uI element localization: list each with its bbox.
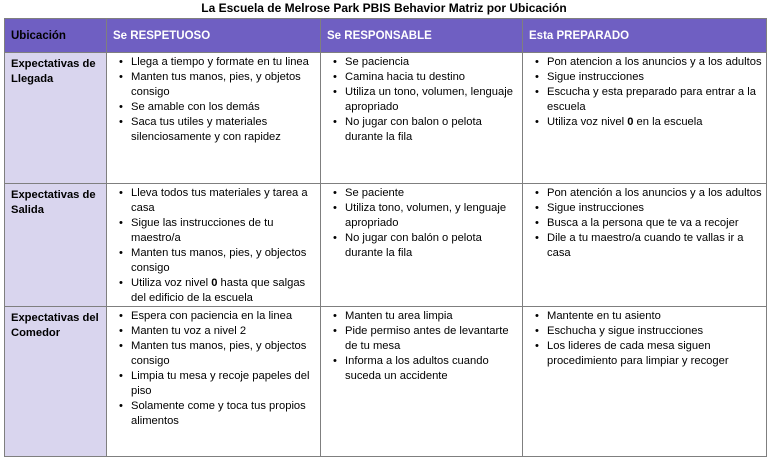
table-row [5,184,767,307]
list-item: • Sigue las instrucciones de tu maestro/a [119,216,316,246]
list-item: • Se paciente [333,186,518,201]
list-item: • Mantente en tu asiento [535,309,762,324]
bullet-list [323,186,518,261]
page-title: La Escuela de Melrose Park PBIS Behavior Matriz por Ubicación [201,1,567,15]
bullet-list [109,55,316,145]
bullet-list [525,309,762,369]
list-item: • Pide permiso antes de levantarte de tu mesa [333,324,518,354]
bullet-list [109,186,316,306]
list-item: • Lleva todos tus materiales y tarea a casa [119,186,316,216]
row-label-llegada: Expectativas de Llegada [5,53,107,184]
header-row [5,19,767,53]
list-item: • Manten tu voz a nivel 2 [119,324,316,339]
list-item: • Informa a los adultos cuando suceda un accidente [333,354,518,384]
cell-salida-responsable [321,184,523,307]
list-item: • Dile a tu maestro/a cuando te vallas ir a casa [535,231,762,261]
list-item: • Eschucha y sigue instrucciones [535,324,762,339]
behavior-matrix-table [4,18,767,457]
row-label-comedor: Expectativas del Comedor [5,307,107,457]
list-item: • Manten tus manos, pies, y objetos consigo [119,70,316,100]
list-item: • Se amable con los demás [119,100,316,115]
cell-llegada-preparado [523,53,767,184]
cell-comedor-preparado [523,307,767,457]
list-item: • Limpia tu mesa y recoje papeles del piso [119,369,316,399]
header-respetuoso: Se RESPETUOSO [107,19,321,53]
table-row [5,53,767,184]
list-item: • Utiliza voz nivel 0 en la escuela [535,115,762,130]
list-item: • Utiliza tono, volumen, y lenguaje apropriado [333,201,518,231]
list-item: • Llega a tiempo y formate en tu linea [119,55,316,70]
bullet-list [323,309,518,384]
list-item: • No jugar con balón o pelota durante la fila [333,231,518,261]
row-label-salida: Expectativas de Salida [5,184,107,307]
list-item: • Sigue instrucciones [535,201,762,216]
cell-llegada-responsable [321,53,523,184]
cell-llegada-respetuoso [107,53,321,184]
list-item: • Manten tus manos, pies, y objectos consigo [119,246,316,276]
list-item: • Se paciencia [333,55,518,70]
list-item: • Busca a la persona que te va a recojer [535,216,762,231]
bullet-list [109,309,316,429]
list-item: • Escucha y esta preparado para entrar a la escuela [535,85,762,115]
list-item: • Utiliza voz nivel 0 hasta que salgas del edificio de la escuela [119,276,316,306]
cell-comedor-respetuoso [107,307,321,457]
list-item: • No jugar con balon o pelota durante la fila [333,115,518,145]
list-item: • Espera con paciencia en la linea [119,309,316,324]
header-ubicacion: Ubicación [5,19,107,53]
list-item: • Solamente come y toca tus propios alimentos [119,399,316,429]
list-item: • Manten tus manos, pies, y objectos consigo [119,339,316,369]
bullet-list [525,55,762,130]
list-item: • Utiliza un tono, volumen, lenguaje apropriado [333,85,518,115]
list-item: • Sigue instrucciones [535,70,762,85]
list-item: • Los lideres de cada mesa siguen procedimiento para limpiar y recoger [535,339,762,369]
cell-salida-preparado [523,184,767,307]
header-preparado: Esta PREPARADO [523,19,767,53]
cell-salida-respetuoso [107,184,321,307]
bullet-list [525,186,762,261]
list-item: • Pon atención a los anuncios y a los adultos [535,186,762,201]
header-responsable: Se RESPONSABLE [321,19,523,53]
list-item: • Pon atencion a los anuncios y a los adultos [535,55,762,70]
list-item: • Manten tu area limpia [333,309,518,324]
cell-comedor-responsable [321,307,523,457]
table-row [5,307,767,457]
bullet-list [323,55,518,145]
list-item: • Camina hacia tu destino [333,70,518,85]
list-item: • Saca tus utiles y materiales silenciosamente y con rapidez [119,115,316,145]
